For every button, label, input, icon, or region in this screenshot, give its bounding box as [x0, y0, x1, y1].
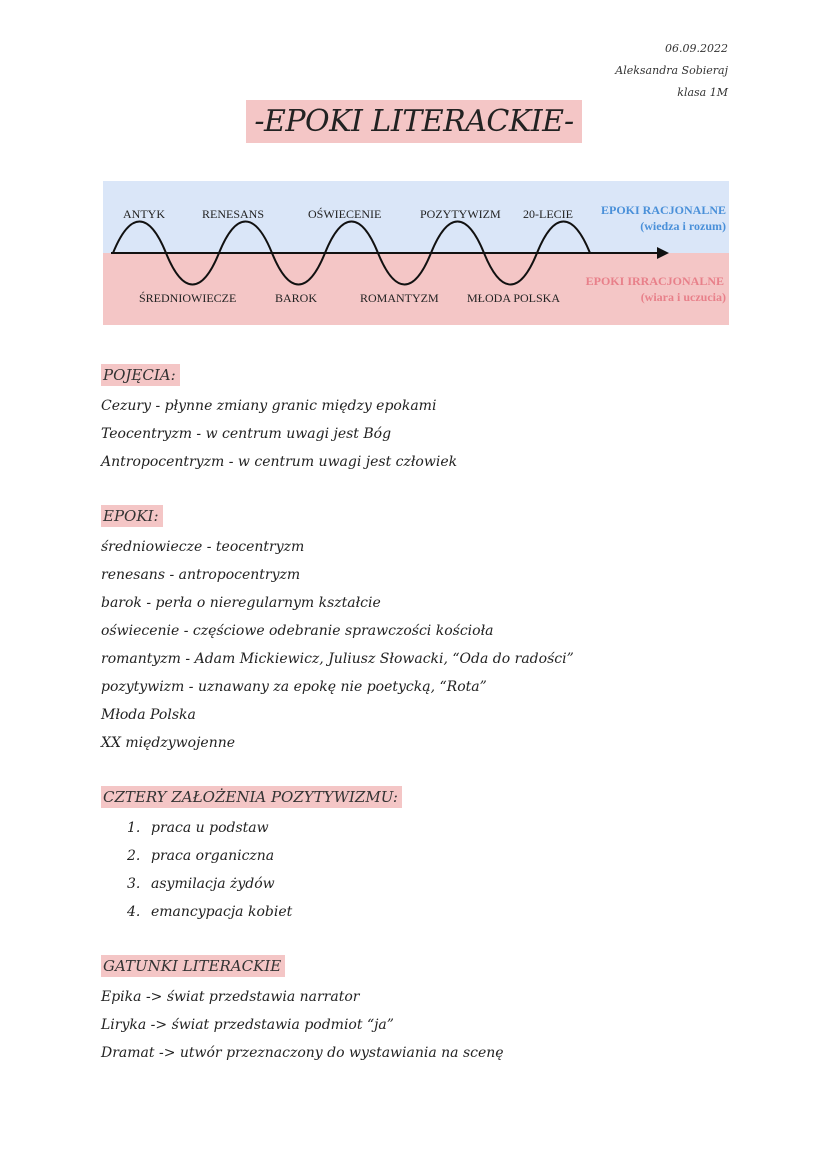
- epochs-heading: EPOKI:: [101, 505, 163, 527]
- epoch-bottom-3: MŁODA POLSKA: [467, 291, 561, 305]
- epoch-bottom-0: ŚREDNIOWIECZE: [139, 291, 237, 305]
- list-number: 2.: [127, 848, 141, 864]
- epoch-top-3: POZYTYWIZM: [420, 207, 501, 221]
- list-item: [101, 870, 741, 898]
- epoch-top-4: 20-LECIE: [523, 207, 573, 221]
- concepts-section: [101, 364, 741, 476]
- rational-band: [103, 181, 729, 253]
- epoch-line: barok - perła o nieregularnym kształcie: [101, 595, 381, 611]
- list-text: asymilacja żydów: [151, 876, 275, 892]
- epoch-top-1: RENESANS: [202, 207, 265, 221]
- page-title: -EPOKI LITERACKIE-: [246, 100, 581, 143]
- class-label: klasa 1M: [677, 86, 728, 99]
- epochs-wave-diagram: [103, 181, 729, 325]
- list-text: praca organiczna: [151, 848, 275, 864]
- epoch-line: XX międzywojenne: [101, 735, 236, 751]
- epoch-line: Młoda Polska: [101, 707, 196, 723]
- genre-line: Dramat -> utwór przeznaczony do wystawiania na scenę: [101, 1045, 504, 1061]
- positivism-section: [101, 786, 741, 926]
- list-text: praca u podstaw: [151, 820, 269, 836]
- irrational-title: EPOKI IRRACJONALNE: [585, 274, 724, 288]
- epochs-diagram: [103, 181, 729, 325]
- positivism-list: [101, 814, 741, 926]
- epoch-top-0: ANTYK: [123, 207, 165, 221]
- rational-subtitle: (wiedza i rozum): [640, 219, 726, 233]
- irrational-band: [103, 253, 729, 325]
- epoch-bottom-2: ROMANTYZM: [360, 291, 439, 305]
- list-item: [101, 814, 741, 842]
- epoch-top-2: OŚWIECENIE: [308, 207, 382, 221]
- date: 06.09.2022: [665, 42, 728, 55]
- concept-line: Cezury - płynne zmiany granic między epokami: [101, 398, 437, 414]
- list-number: 1.: [127, 820, 141, 836]
- epoch-line: średniowiecze - teocentryzm: [101, 539, 305, 555]
- genres-section: [101, 955, 741, 1067]
- list-number: 3.: [127, 876, 141, 892]
- epoch-line: oświecenie - częściowe odebranie sprawczości kościoła: [101, 623, 494, 639]
- positivism-heading: CZTERY ZAŁOŻENIA POZYTYWIZMU:: [101, 786, 402, 808]
- genres-heading: GATUNKI LITERACKIE: [101, 955, 285, 977]
- epoch-line: romantyzm - Adam Mickiewicz, Juliusz Słowacki, “Oda do radości”: [101, 651, 574, 667]
- list-item: [101, 842, 741, 870]
- list-number: 4.: [127, 904, 141, 920]
- rational-title: EPOKI RACJONALNE: [600, 203, 726, 217]
- epoch-line: renesans - antropocentryzm: [101, 567, 301, 583]
- epoch-line: pozytywizm - uznawany za epokę nie poetycką, “Rota”: [101, 679, 487, 695]
- genre-line: Epika -> świat przedstawia narrator: [101, 989, 360, 1005]
- list-item: [101, 898, 741, 926]
- concept-line: Teocentryzm - w centrum uwagi jest Bóg: [101, 426, 392, 442]
- author: Aleksandra Sobieraj: [615, 64, 728, 77]
- epochs-section: [101, 505, 741, 757]
- concept-line: Antropocentryzm - w centrum uwagi jest człowiek: [101, 454, 458, 470]
- document-meta: [615, 38, 728, 104]
- list-text: emancypacja kobiet: [151, 904, 293, 920]
- epoch-bottom-1: BAROK: [275, 291, 318, 305]
- title-wrapper: [0, 100, 828, 143]
- irrational-subtitle: (wiara i uczucia): [640, 290, 726, 304]
- concepts-heading: POJĘCIA:: [101, 364, 180, 386]
- genre-line: Liryka -> świat przedstawia podmiot “ja”: [101, 1017, 394, 1033]
